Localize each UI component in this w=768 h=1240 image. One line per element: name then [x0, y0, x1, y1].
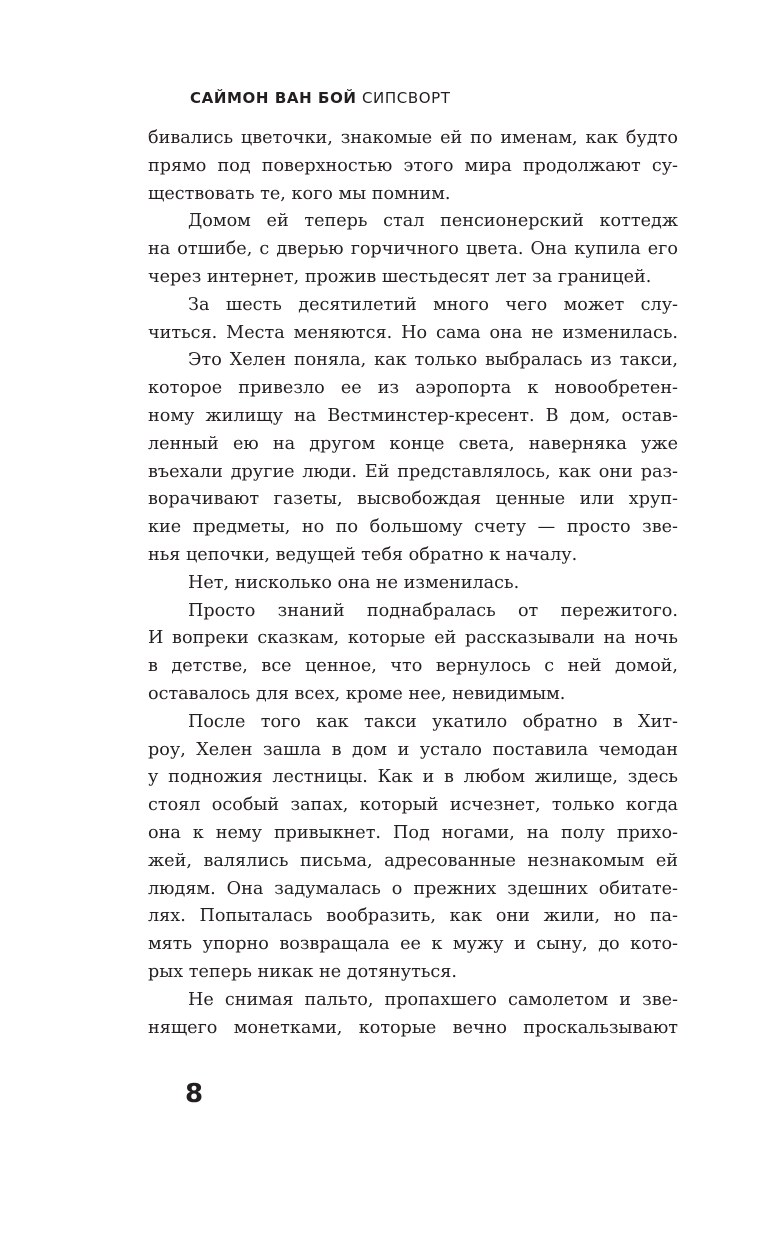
- text-line: Просто знаний поднабралась от пережитого.: [188, 600, 678, 621]
- text-line: После того как такси укатило обратно в Хит-: [188, 711, 678, 732]
- text-line: ному жилищу на Вестминстер-кресент. В дом, остав-: [148, 405, 678, 426]
- text-line: которое привезло ее из аэропорта к новообретен-: [148, 378, 678, 399]
- text-line: в детстве, все ценное, что вернулось с ней домой,: [148, 656, 678, 677]
- text-line: бивались цветочки, знакомые ей по именам, как будто: [148, 128, 678, 148]
- text-line: оставалось для всех, кроме нее, невидимым.: [148, 683, 566, 704]
- text-line: Это Хелен поняла, как только выбралась из такси,: [188, 350, 678, 371]
- text-line: прямо под поверхностью этого мира продолжают су-: [148, 155, 678, 176]
- text-line: читься. Места меняются. Но сама она не изменилась.: [148, 322, 678, 343]
- text-line: стоял особый запах, который исчезнет, только когда: [148, 795, 678, 816]
- page-number: 8: [185, 1079, 204, 1109]
- text-line: она к нему привыкнет. Под ногами, на полу прихо-: [148, 822, 678, 843]
- running-head-author: САЙМОН ВАН БОЙ: [190, 89, 357, 107]
- text-line: роу, Хелен зашла в дом и устало поставила чемодан: [148, 739, 678, 760]
- text-line: на отшибе, с дверью горчичного цвета. Она купила его: [148, 239, 678, 260]
- text-line: кие предметы, но по большому счету — просто зве-: [148, 517, 678, 538]
- text-line: въехали другие люди. Ей представлялось, как они раз-: [148, 461, 678, 482]
- text-line: у подножия лестницы. Как и в любом жилище, здесь: [148, 767, 678, 788]
- body-text: [148, 125, 678, 1042]
- text-line: Не снимая пальто, пропахшего самолетом и зве-: [188, 989, 678, 1010]
- text-line: ворачивают газеты, высвобождая ценные или хруп-: [148, 489, 678, 510]
- running-head: [190, 88, 451, 108]
- text-line: Домом ей теперь стал пенсионерский коттедж: [188, 211, 678, 232]
- text-line: ществовать те, кого мы помним.: [148, 183, 451, 204]
- text-line: жей, валялись письма, адресованные незнакомым ей: [148, 850, 678, 871]
- text-line: Нет, нисколько она не изменилась.: [188, 572, 520, 593]
- text-line: ленный ею на другом конце света, наверняка уже: [148, 433, 678, 454]
- running-head-title: СИПСВОРТ: [361, 89, 451, 107]
- text-line: лях. Попыталась вообразить, как они жили, но па-: [148, 906, 678, 927]
- text-line: нья цепочки, ведущей тебя обратно к началу.: [148, 544, 578, 565]
- text-line: людям. Она задумалась о прежних здешних обитате-: [148, 878, 678, 899]
- text-line: рых теперь никак не дотянуться.: [148, 961, 457, 982]
- text-line: За шесть десятилетий много чего может слу-: [188, 294, 678, 315]
- text-line: И вопреки сказкам, которые ей рассказывали на ночь: [148, 628, 678, 649]
- text-line: через интернет, прожив шестьдесят лет за границей.: [148, 266, 652, 287]
- text-line: мять упорно возвращала ее к мужу и сыну, до кото-: [148, 934, 678, 955]
- text-line: нящего монетками, которые вечно проскальзывают: [148, 1017, 678, 1038]
